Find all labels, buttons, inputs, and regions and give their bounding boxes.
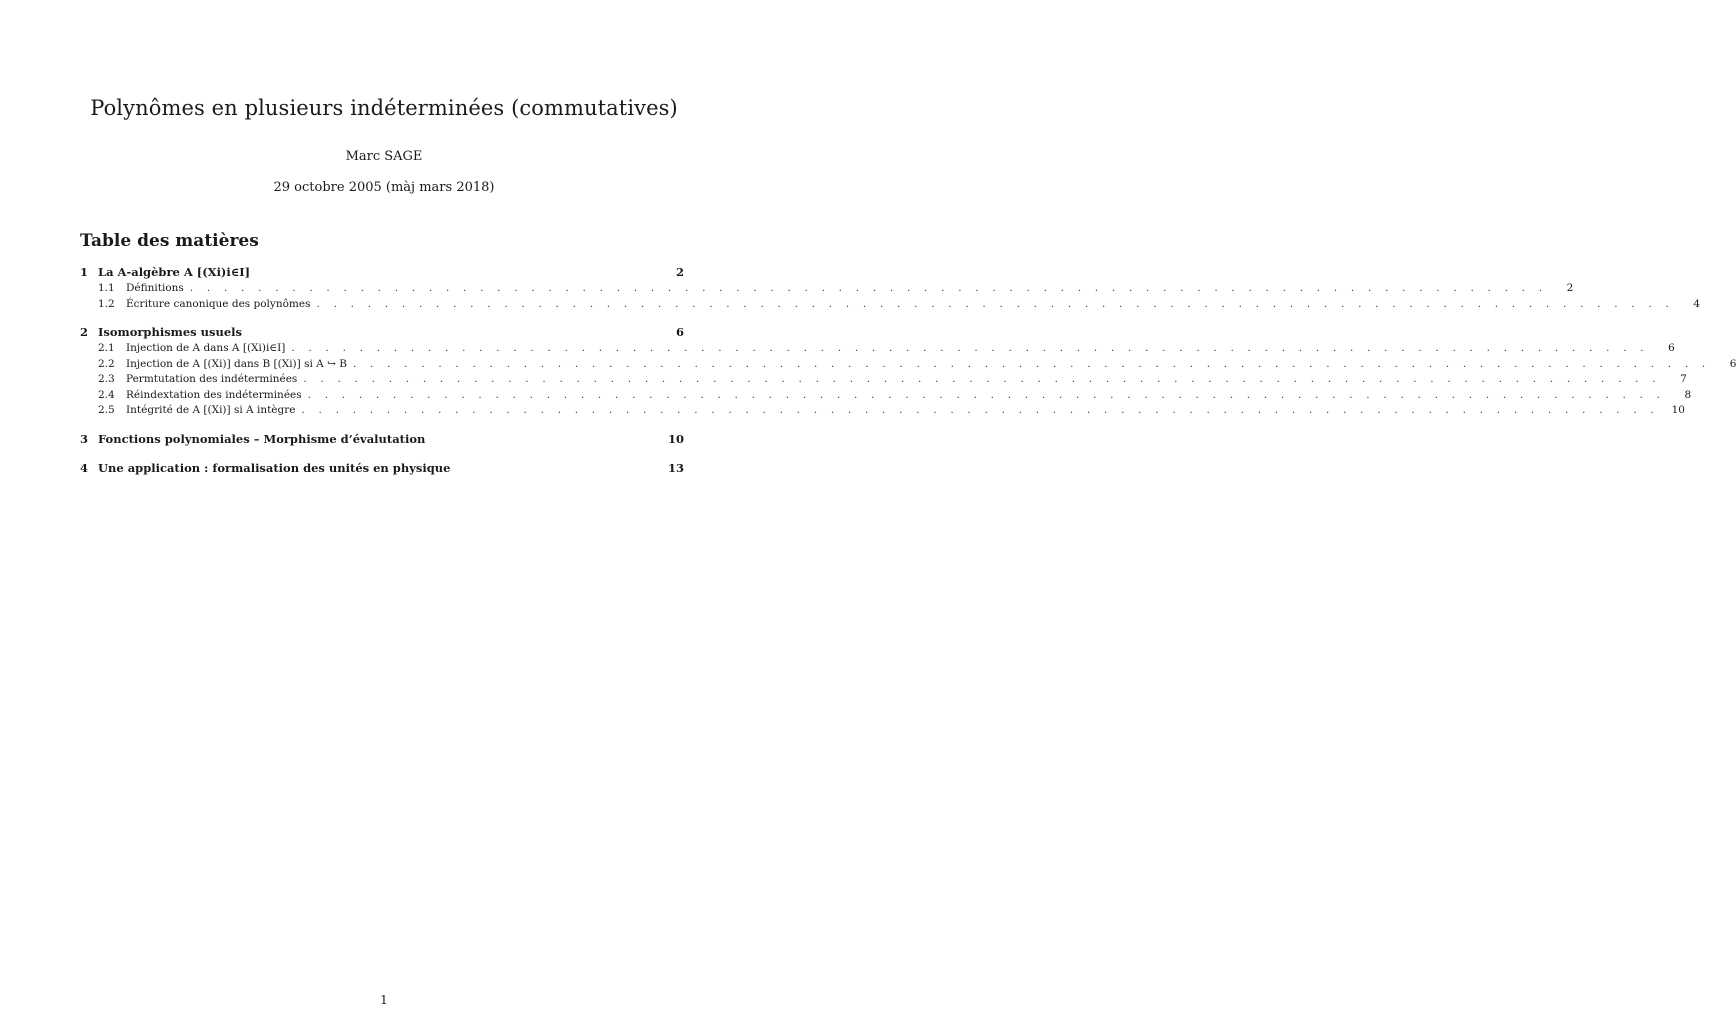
subsection-title: Écriture canonique des polynômes xyxy=(126,297,311,310)
subsection-title: Réindextation des indéterminées xyxy=(126,388,302,401)
toc-subsection-row[interactable] xyxy=(80,388,1692,405)
document-date: 29 octobre 2005 (màj mars 2018) xyxy=(273,180,495,195)
dot-leader: . . . . . . . . . . . . . . . . . . . . . . . . . . . . . . . . . . . . . . . . . . . . . . . . . . . . . . . . . . . . . . . . . . . . . . . . . . . . . . . . xyxy=(352,357,1711,370)
section-page: 6 xyxy=(675,325,684,339)
dot-leader: . . . . . . . . . . . . . . . . . . . . . . . . . . . . . . . . . . . . . . . . . . . . . . . . . . . . . . . . . . . . . . . . . . . . . . . . . . . . . . . . xyxy=(307,388,1666,401)
toc-section-row[interactable] xyxy=(80,432,684,449)
section-number: 1 xyxy=(80,265,89,279)
section-page: 13 xyxy=(667,460,684,475)
subsection-page: 6 xyxy=(1729,357,1736,370)
toc-section-4 xyxy=(80,461,684,478)
dot-leader: . . . . . . . . . . . . . . . . . . . . . . . . . . . . . . . . . . . . . . . . . . . . . . . . . . . . . . . . . . . . . . . . . . . . . . . . . . . . . . . . xyxy=(303,373,1661,385)
toc-subsection-row[interactable] xyxy=(80,373,1687,389)
toc-section-2 xyxy=(80,325,1736,420)
subsection-number: 2.4 xyxy=(98,388,115,401)
subsection-page: 7 xyxy=(1680,373,1687,385)
subsection-page: 2 xyxy=(1566,282,1574,294)
subsection-number: 2.5 xyxy=(98,404,115,416)
toc-section-row[interactable] xyxy=(80,325,684,342)
subsection-title: Injection de A dans A [(Xi)i∈I] xyxy=(126,342,286,354)
dot-leader: . . . . . . . . . . . . . . . . . . . . . . . . . . . . . . . . . . . . . . . . . . . . . . . . . . . . . . . . . . . . . . . . . . . . . . . . . . . . . . . . xyxy=(189,282,1548,294)
subsection-number: 2.3 xyxy=(98,373,115,385)
toc-subsection-row[interactable] xyxy=(80,357,1736,374)
toc-subsection-row[interactable] xyxy=(80,282,1574,298)
subsection-title: Définitions xyxy=(126,282,184,294)
document-author: Marc SAGE xyxy=(345,149,423,164)
toc-section-row[interactable] xyxy=(80,461,684,478)
subsection-page: 10 xyxy=(1671,404,1685,416)
subsection-title: Injection de A [(Xi)] dans B [(Xi)] si A ↪ B xyxy=(126,357,347,370)
subsection-title: Permtutation des indéterminées xyxy=(126,373,298,385)
toc-subsection-row[interactable] xyxy=(80,342,1675,358)
dot-leader: . . . . . . . . . . . . . . . . . . . . . . . . . . . . . . . . . . . . . . . . . . . . . . . . . . . . . . . . . . . . . . . . . . . . . . . . . . . . . . . . xyxy=(301,404,1659,416)
toc-subsection-row[interactable] xyxy=(80,297,1700,314)
section-number: 2 xyxy=(80,325,89,339)
subsection-number: 1.2 xyxy=(98,297,115,310)
table-of-contents xyxy=(80,265,1736,478)
dot-leader: . . . . . . . . . . . . . . . . . . . . . . . . . . . . . . . . . . . . . . . . . . . . . . . . . . . . . . . . . . . . . . . . . . . . . . . . . . . . . . . . xyxy=(316,297,1674,310)
subsection-title: Intégrité de A [(Xi)] si A intègre xyxy=(126,404,296,416)
section-title: Une application : formalisation des unités en physique xyxy=(98,460,451,475)
toc-section-row[interactable] xyxy=(80,265,684,282)
section-number: 3 xyxy=(80,431,89,446)
subsection-number: 2.1 xyxy=(98,342,115,354)
section-title: La A-algèbre A [(Xi)i∈I] xyxy=(98,265,251,279)
page-number: 1 xyxy=(380,993,388,1007)
subsection-page: 4 xyxy=(1693,297,1700,310)
dot-leader: . . . . . . . . . . . . . . . . . . . . . . . . . . . . . . . . . . . . . . . . . . . . . . . . . . . . . . . . . . . . . . . . . . . . . . . . . . . . . . . . xyxy=(291,342,1649,354)
subsection-page: 8 xyxy=(1684,388,1692,401)
document-title: Polynômes en plusieurs indéterminées (commutatives) xyxy=(90,96,678,120)
section-title: Isomorphismes usuels xyxy=(98,325,242,339)
subsection-number: 1.1 xyxy=(98,282,115,294)
section-title: Fonctions polynomiales – Morphisme d’évalutation xyxy=(98,431,426,446)
toc-section-1 xyxy=(80,265,1700,313)
toc-subsection-row[interactable] xyxy=(80,404,1685,420)
toc-heading: Table des matières xyxy=(80,231,259,251)
section-page: 10 xyxy=(667,431,684,446)
subsection-page: 6 xyxy=(1668,342,1675,354)
toc-section-3 xyxy=(80,432,684,449)
section-number: 4 xyxy=(80,460,89,475)
subsection-number: 2.2 xyxy=(98,357,115,370)
section-page: 2 xyxy=(675,265,684,279)
